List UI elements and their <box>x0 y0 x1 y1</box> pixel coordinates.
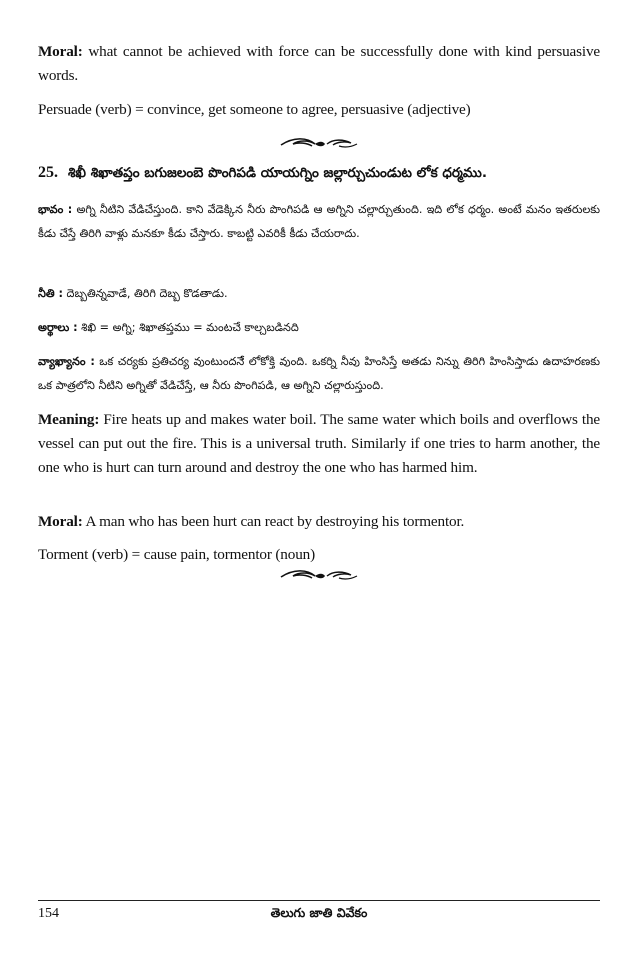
vyakhyanam-text: ఒక చర్యకు ప్రతిచర్య వుంటుందనేే లోకోక్తి వుంది. ఒకర్ని నీవు హింసిస్తే అతడు నిన్ను తిరిగి హింసిస్తాడు ఉదాహరణకు ఒక పాత్రలోని నీటిని అగ్నితో వేడిచేస్తే, ఆ నీరు పొంగిపడి, ఆ అగ్నిని చల్లారుస్తుంది. <box>38 355 600 392</box>
meaning-label: Meaning: <box>38 411 100 428</box>
moral-paragraph-2 <box>38 510 600 534</box>
vyakhyanam-label: వ్యాఖ్యానం : <box>38 355 95 368</box>
ornament-divider-icon <box>0 568 638 589</box>
proverb-heading <box>38 164 600 184</box>
moral-label: Moral: <box>38 513 83 530</box>
meaning-text: Fire heats up and makes water boil. The same water which boils and overflows the vessel can put out the fire. This is a universal truth. Similarly if one tries to harm another, the one who is hurt can turn around and destroy the one who has harmed him. <box>38 411 600 476</box>
moral-paragraph-1 <box>38 40 600 88</box>
meaning-paragraph <box>38 408 600 480</box>
book-title: తెలుగు జాతి వివేకం <box>270 905 368 920</box>
arthalu-label: అర్థాలు : <box>38 321 78 334</box>
footer-rule <box>38 900 600 901</box>
ornament-divider-icon <box>0 136 638 157</box>
proverb-number: 25. <box>38 164 58 181</box>
arthalu-paragraph <box>38 316 600 340</box>
vyakhyanam-paragraph <box>38 350 600 398</box>
bhavam-paragraph <box>38 198 600 246</box>
bhavam-text: అగ్ని నీటిని వేడిచేస్తుంది. కాని వేడెక్కిన నీరు పొంగిపడి ఆ అగ్నిని చల్లార్చుతుంది. ఇది లోక ధర్మం. అంటే మనం ఇతరులకు కీడు చేస్తే తిరిగి వాళ్లు మనకూ కీడు చేస్తారు. కాబట్టి ఎవరికీ కీడు చేయరాదు. <box>38 203 600 240</box>
bhavam-label: భావం : <box>38 203 73 216</box>
proverb-title: శిఖీ శిఖాతప్తం బగుజలంబె పొంగిపడి యాయగ్నిం జల్లార్చుచుండుట లోక ధర్మము. <box>68 165 487 181</box>
arthalu-text: శిఖి = అగ్ని; శిఖాతప్తము = మంటచే కాల్చబడినది <box>77 321 299 334</box>
vocabulary-line-1: Persuade (verb) = convince, get someone to agree, persuasive (adjective) <box>38 101 471 118</box>
vocabulary-line-2: Torment (verb) = cause pain, tormentor (noun) <box>38 546 315 563</box>
page-number: 154 <box>38 906 59 921</box>
moral-label: Moral: <box>38 43 83 60</box>
neeti-label: నీతి : <box>38 287 63 300</box>
neeti-paragraph <box>38 282 600 306</box>
moral-text: A man who has been hurt can react by destroying his tormentor. <box>82 513 465 530</box>
neeti-text: దెబ్బతిన్నవాడే, తిరిగి దెబ్బ కొడతాడు. <box>62 287 228 300</box>
moral-text: what cannot be achieved with force can be successfully done with kind persuasive words. <box>38 43 600 84</box>
